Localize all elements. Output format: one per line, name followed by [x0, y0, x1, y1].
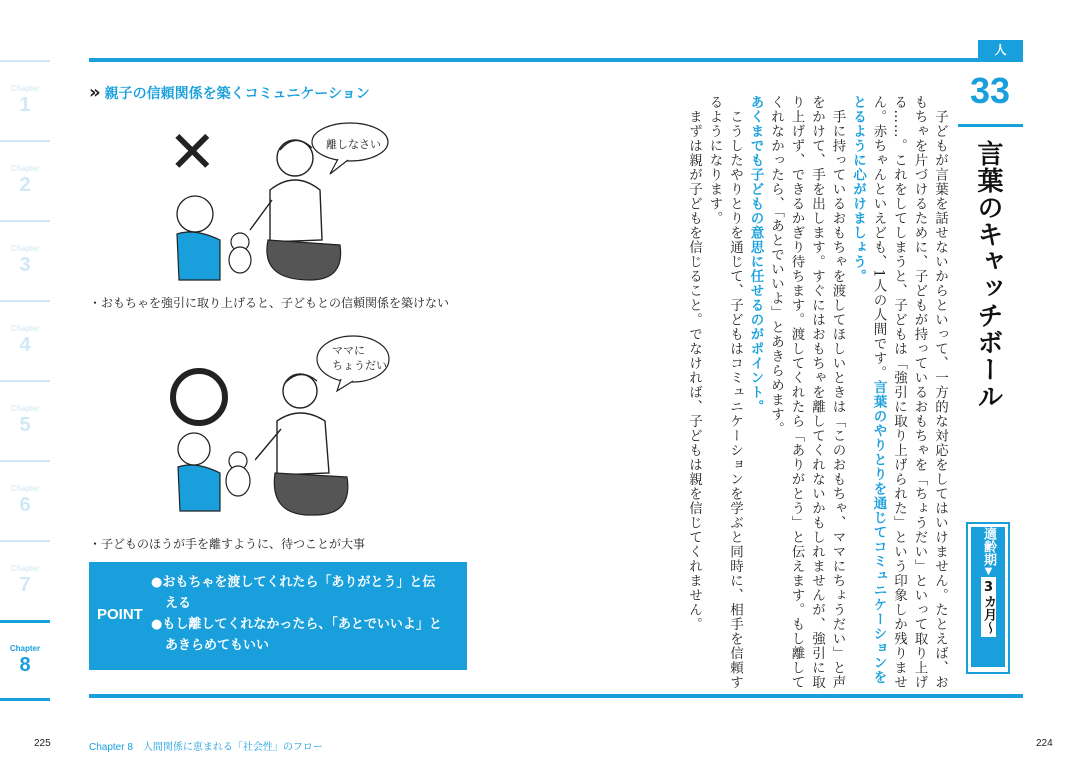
baby-figure [172, 429, 272, 519]
paragraph-4: まずは親が子どもを信じること。でなければ、子どもは親を信じてくれません。 [686, 109, 702, 632]
footer-chapter: Chapter 8 人間関係に恵まれる「社会性」のフロー [89, 742, 323, 753]
cross-mark-icon: ✕ [168, 118, 217, 186]
point-item-1-cont: える [165, 596, 192, 611]
chapter-tab-6[interactable]: Chapter 6 [0, 460, 50, 538]
speech-bubble-text: 離しなさい [326, 138, 381, 151]
top-rule [89, 58, 1023, 62]
illustration-1-caption: ・おもちゃを強引に取り上げると、子どもとの信頼関係を築けない [89, 296, 450, 310]
point-item-1: ●おもちゃを渡してくれたら「ありがとう」と伝 [151, 575, 436, 590]
speech-bubble-text: ママに ちょうだい [332, 344, 387, 372]
section-heading-text: 親子の信頼関係を築くコミュニケーション [104, 86, 370, 102]
page-title: 言葉のキャッチボール [973, 140, 1003, 410]
chapter-tab-bottom-line [0, 698, 50, 701]
chapter-tab-4[interactable]: Chapter 4 [0, 300, 50, 378]
right-example-illustration [160, 333, 390, 523]
section-number: 33 [969, 70, 1011, 111]
number-underline [958, 124, 1023, 127]
paragraph-3: こうしたやりとりを通じて、子どもはコミュニケーションを学ぶと同時に、相手を信頼するようになります。 [706, 95, 743, 690]
age-label: 適齢期 [981, 527, 996, 566]
left-page-number: 225 [34, 738, 51, 749]
section-heading [89, 82, 370, 103]
paragraph-1-emphasis: 言葉のやりとりを通じてコミュニケーションをとるように心がけましょう。 [850, 95, 887, 685]
wrong-example-illustration [160, 112, 390, 287]
point-box [89, 562, 467, 670]
point-label: POINT [97, 606, 143, 623]
right-page-number: 224 [1036, 738, 1053, 749]
triangle-down-icon: ▼ [983, 566, 994, 577]
point-item-2-cont: あきらめてもいい [165, 638, 270, 653]
point-list [151, 572, 461, 656]
chapter-tab-3[interactable]: Chapter 3 [0, 220, 50, 298]
category-tag: 人 [978, 40, 1023, 60]
circle-mark-icon [170, 368, 228, 426]
point-item-2: ●もし離してくれなかったら、「あとでいいよ」と [151, 617, 442, 632]
double-chevron-icon: » [89, 82, 101, 103]
illustration-2-caption: ・子どものほうが手を離すように、待つことが大事 [89, 537, 366, 551]
paragraph-1: 子どもが言葉を話せないからといって、一方的な対応をしてはいけません。たとえば、おもちゃを片づけるために、子どもが持っているおもちゃを「ちょうだい」といって取り上げる……。これをしてしまうと、子どもは「強引に取り上げられた」という印象しか残りません。赤ちゃんといえども、1人の人間です。言葉のやりとりを通じてコミュニケーションをとるように心がけましょう。 [850, 95, 948, 690]
paragraph-2-emphasis: あくまでも子どもの意思に任せるのがポイント。 [747, 95, 764, 414]
chapter-tab-5[interactable]: Chapter 5 [0, 380, 50, 458]
age-value: 3カ月〜 [981, 577, 996, 637]
baby-figure [165, 192, 265, 287]
body-text [645, 95, 950, 695]
age-box [966, 522, 1010, 674]
paragraph-2: 手に持っているおもちゃを渡してほしいときは「このおもちゃ、ママにちょうだい」と声をかけて、手を出します。すぐにはおもちゃを離してくれないかもしれませんが、強引に取り上げず、できるかぎり待ちます。渡してくれたら「ありがとう」と伝えます。もし離してくれなかったら、「あとでいいよ」とあきらめます。 あくまでも子どもの意思に任せるのがポイント。 [747, 95, 846, 690]
chapter-tab-1[interactable]: Chapter 1 [0, 60, 50, 138]
chapter-tab-2[interactable]: Chapter 2 [0, 140, 50, 218]
chapter-tab-7[interactable]: Chapter 7 [0, 540, 50, 618]
chapter-tab-8[interactable]: Chapter 8 [0, 620, 50, 698]
